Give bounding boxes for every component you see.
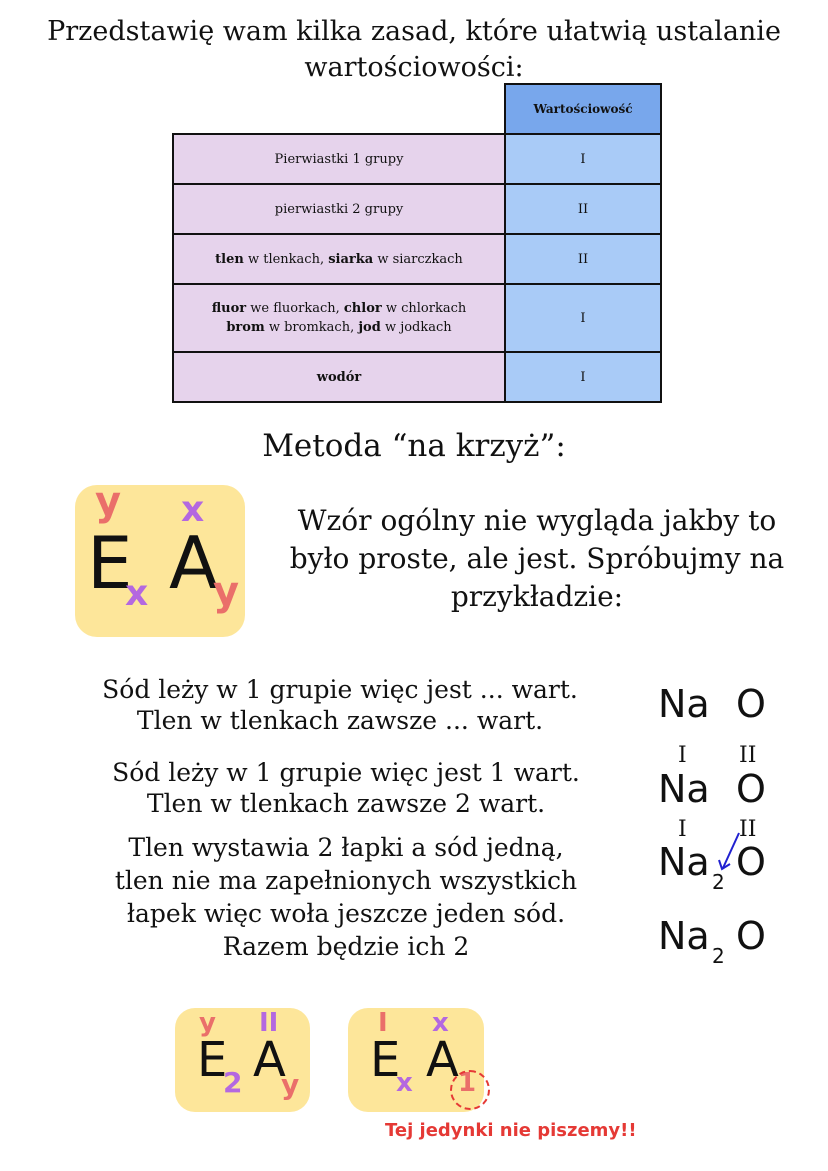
valence-e: I [378, 1008, 388, 1038]
cell-text: pierwiastki 2 grupy [274, 201, 404, 217]
cell-text: w siarczkach [373, 251, 463, 267]
cell-text: brom [226, 320, 265, 335]
method-title: Metoda “na krzyż”: [262, 428, 566, 464]
cell-text: w bromkach, [264, 320, 359, 335]
cell-text: tlen [215, 251, 244, 267]
table-row: pierwiastki 2 grupy II [173, 184, 661, 234]
index-e: 2 [223, 1066, 243, 1099]
general-formula-box [75, 479, 245, 637]
valence-a: II [259, 1008, 279, 1038]
index-e: x [396, 1068, 413, 1098]
element-e: E [87, 521, 133, 605]
step-1: Sód leży w 1 grupie więc jest ... wart. Tlen w tlenkach zawsze ... wart. [102, 675, 578, 735]
index-a: y [281, 1068, 300, 1101]
example-box-2 [348, 1008, 484, 1112]
valence-na: I [678, 743, 687, 768]
cell-text: w jodkach [380, 320, 452, 335]
table-cell-element [173, 284, 505, 352]
valence-o: II [739, 817, 757, 842]
na-symbol: Na [658, 914, 710, 958]
na-symbol: Na [658, 682, 710, 726]
cell-text: jod [358, 320, 381, 335]
index-na: 2 [712, 870, 725, 894]
title-line-1: Przedstawię wam kilka zasad, które ułatwią ustalanie [47, 16, 781, 47]
cell-text: w chlorkach [381, 301, 467, 316]
index-a: y [213, 569, 240, 615]
index-a: 1 [458, 1068, 477, 1098]
valence-table [172, 83, 662, 403]
general-text: Wzór ogólny nie wygląda jakby to było proste, ale jest. Spróbujmy na przykładzie: [289, 504, 785, 613]
cell-text: fluor [211, 301, 247, 316]
element-a: A [426, 1032, 459, 1088]
title-line-2: wartościowości: [304, 52, 524, 83]
valence-na: I [678, 817, 687, 842]
table-row: fluor we fluorkach, chlor w chlorkach brom w bromkach, jod w jodkach I [173, 284, 661, 352]
valence-a: x [181, 489, 205, 530]
o-symbol: O [736, 840, 766, 884]
valence-a: x [432, 1008, 449, 1038]
o-symbol: O [736, 767, 766, 811]
table-row: Pierwiastki 1 grupy I [173, 134, 661, 184]
arrow-icon [715, 830, 745, 875]
table-cell-element [173, 352, 505, 402]
cell-text: we fluorkach, [246, 301, 344, 316]
cell-text: siarka [328, 251, 374, 267]
na-symbol: Na [658, 840, 710, 884]
o-symbol: O [736, 682, 766, 726]
valence-e: y [95, 479, 122, 525]
index-e: x [125, 573, 149, 614]
step-2: Sód leży w 1 grupie więc jest 1 wart. Tlen w tlenkach zawsze 2 wart. [112, 758, 580, 818]
index-na: 2 [712, 944, 725, 968]
valence-e: y [199, 1008, 216, 1038]
cell-text: w tlenkach, [243, 251, 329, 267]
circle-highlight [450, 1070, 490, 1110]
o-symbol: O [736, 914, 766, 958]
table-cell-element [173, 234, 505, 284]
element-e: E [370, 1032, 401, 1088]
valence-o: II [739, 743, 757, 768]
step-3: Tlen wystawia 2 łapki a sód jedną, tlen nie ma zapełnionych wszystkich łapek więc woła jeszcze jeden sód. Razem będzie ich 2 [114, 833, 578, 961]
element-a: A [253, 1032, 286, 1088]
cell-text: wodór [316, 369, 362, 385]
table-row: tlen w tlenkach, siarka w siarczkach II [173, 234, 661, 284]
table-cell-element [173, 134, 505, 184]
table-row: wodór I [173, 352, 661, 402]
table-header: Wartościowość [505, 84, 661, 134]
element-e: E [197, 1032, 228, 1088]
element-a: A [169, 521, 219, 605]
table-cell-element [173, 184, 505, 234]
note-text: Tej jedynki nie piszemy!! [385, 1120, 637, 1141]
cell-text: Pierwiastki 1 grupy [274, 151, 404, 167]
example-box-1 [175, 1008, 310, 1112]
na-symbol: Na [658, 767, 710, 811]
cell-text: chlor [343, 301, 382, 316]
